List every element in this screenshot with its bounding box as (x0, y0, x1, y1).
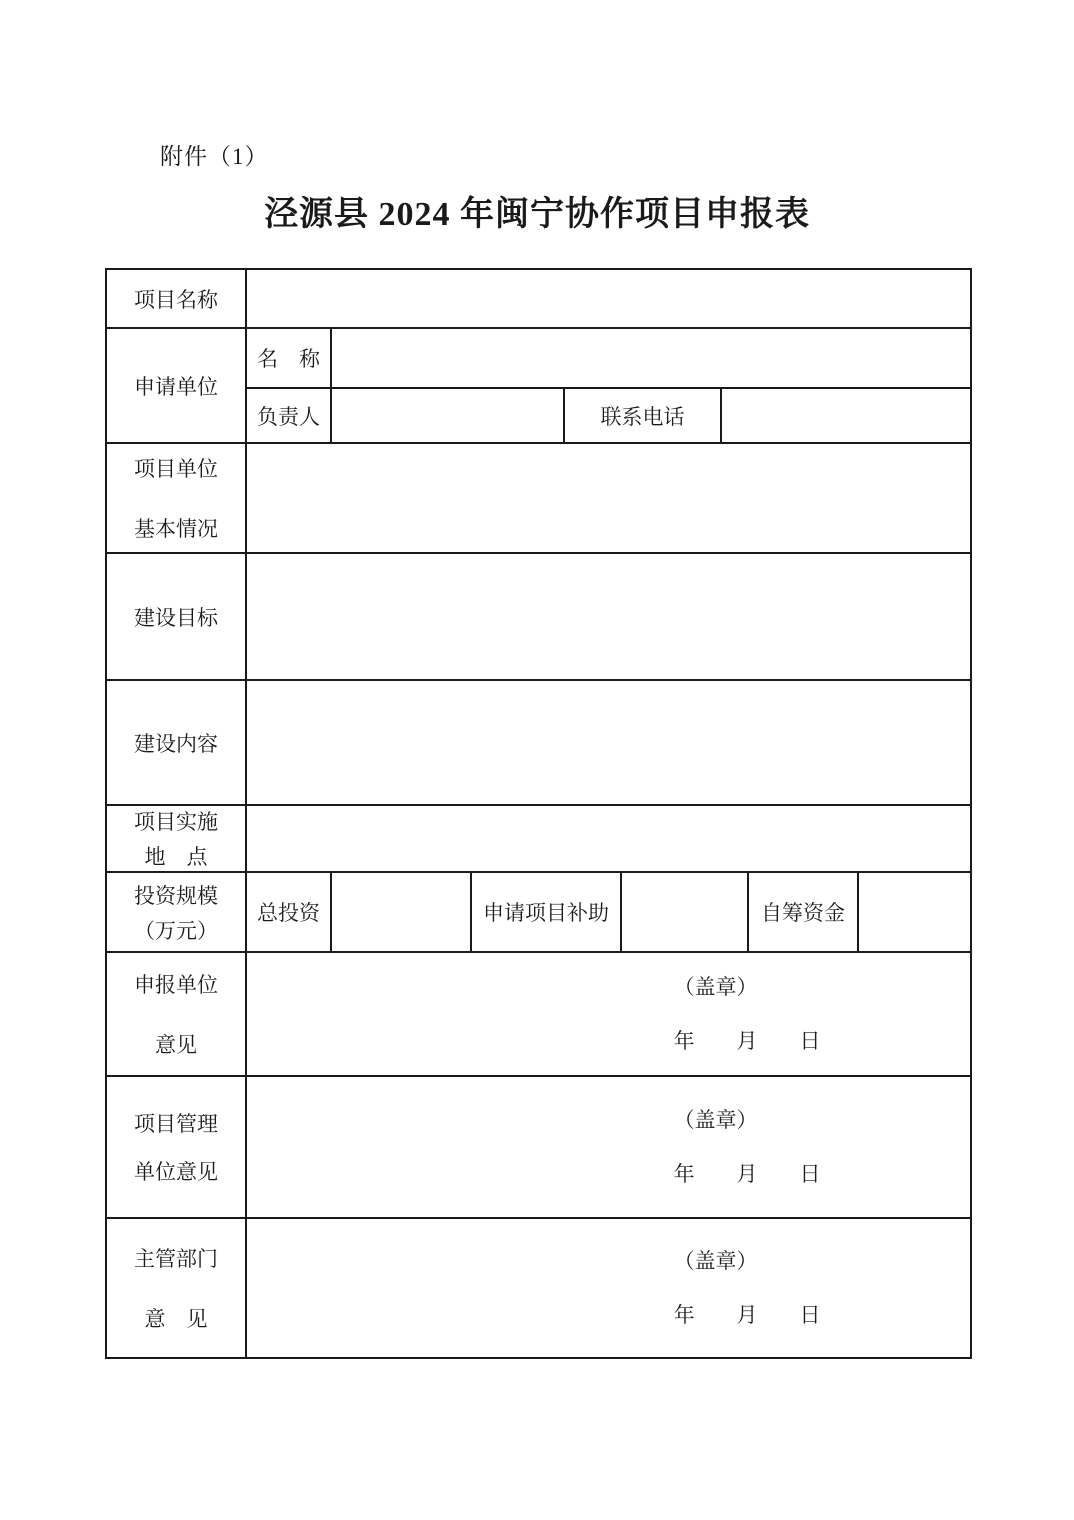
row-investment (106, 872, 971, 952)
leader-label: 负责人 (246, 388, 331, 443)
unit-basic-field[interactable] (246, 443, 971, 553)
row-applicant-name (106, 328, 971, 388)
content-field[interactable] (246, 680, 971, 805)
location-label-line2: 地 点 (144, 845, 208, 869)
row-dept-opinion (106, 1218, 971, 1358)
dept-opinion-field[interactable] (246, 1218, 971, 1358)
manage-opinion-label (106, 1076, 246, 1218)
subsidy-field[interactable] (621, 872, 748, 952)
declare-opinion-label-line1: 申报单位 (134, 973, 218, 997)
leader-field[interactable] (331, 388, 564, 443)
manage-date-placeholder: 年 月 日 (673, 1161, 821, 1186)
declare-date-placeholder: 年 月 日 (673, 1028, 821, 1053)
row-declare-opinion (106, 952, 971, 1076)
declare-opinion-label-line2: 意见 (155, 1033, 197, 1057)
declare-opinion-label (106, 952, 246, 1076)
unit-basic-label-line1: 项目单位 (134, 457, 218, 481)
unit-basic-label-line2: 基本情况 (134, 517, 218, 541)
page-title: 泾源县 2024 年闽宁协作项目申报表 (264, 196, 810, 233)
row-content (106, 680, 971, 805)
row-unit-basic (106, 443, 971, 553)
unit-name-field[interactable] (331, 328, 971, 388)
manage-opinion-field[interactable] (246, 1076, 971, 1218)
unit-name-label: 名 称 (246, 328, 331, 388)
investment-label-line1: 投资规模 (134, 883, 218, 908)
phone-label: 联系电话 (564, 388, 721, 443)
dept-opinion-label-line2: 意 见 (144, 1307, 208, 1331)
declare-seal-placeholder: （盖章） (673, 974, 758, 999)
attachment-label: 附件（1） (160, 144, 269, 169)
row-location (106, 805, 971, 872)
dept-opinion-label (106, 1218, 246, 1358)
declare-opinion-field[interactable] (246, 952, 971, 1076)
row-manage-opinion (106, 1076, 971, 1218)
location-label (106, 805, 246, 872)
dept-opinion-label-line1: 主管部门 (134, 1247, 218, 1271)
location-label-line1: 项目实施 (134, 810, 218, 834)
row-goal (106, 553, 971, 680)
application-form-table (105, 268, 972, 1359)
subsidy-label: 申请项目补助 (471, 872, 621, 952)
goal-field[interactable] (246, 553, 971, 680)
self-fund-label: 自筹资金 (748, 872, 858, 952)
applicant-unit-label: 申请单位 (106, 328, 246, 443)
row-project-name (106, 269, 971, 328)
unit-basic-label (106, 443, 246, 553)
dept-seal-placeholder: （盖章） (673, 1248, 758, 1273)
phone-field[interactable] (721, 388, 971, 443)
project-name-label: 项目名称 (106, 269, 246, 328)
location-field[interactable] (246, 805, 971, 872)
manage-seal-placeholder: （盖章） (673, 1107, 758, 1132)
content-label: 建设内容 (106, 680, 246, 805)
goal-label: 建设目标 (106, 553, 246, 680)
self-fund-field[interactable] (858, 872, 971, 952)
investment-label-line2: （万元） (134, 918, 218, 943)
total-investment-field[interactable] (331, 872, 471, 952)
manage-opinion-label-line1: 项目管理 (134, 1112, 218, 1136)
total-investment-label: 总投资 (246, 872, 331, 952)
investment-label (106, 872, 246, 952)
project-name-field[interactable] (246, 269, 971, 328)
manage-opinion-label-line2: 单位意见 (134, 1160, 218, 1184)
dept-date-placeholder: 年 月 日 (673, 1302, 821, 1327)
